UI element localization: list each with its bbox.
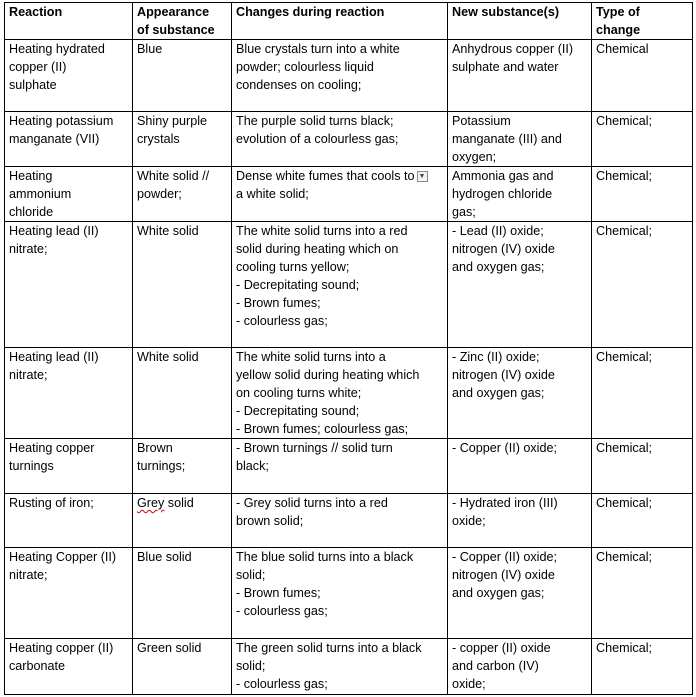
cell-reaction[interactable]: Heating copper (II) carbonate <box>5 639 133 695</box>
header-changes: Changes during reaction <box>232 3 448 40</box>
cell-new-substances[interactable]: Ammonia gas and hydrogen chloride gas; <box>448 167 592 222</box>
cell-appearance[interactable]: White solid <box>133 222 232 348</box>
cell-changes[interactable]: The blue solid turns into a black solid; - Brown fumes; - colourless gas; <box>232 548 448 639</box>
cell-appearance[interactable]: Shiny purple crystals <box>133 112 232 167</box>
cell-changes[interactable]: The white solid turns into a red solid during heating which on cooling turns yellow; - Decrepitating sound; - Brown fumes; - colourless gas; <box>232 222 448 348</box>
table-row <box>5 40 693 112</box>
cell-reaction[interactable]: Heating ammonium chloride <box>5 167 133 222</box>
table-row <box>5 639 693 695</box>
cell-changes[interactable] <box>232 167 448 222</box>
header-type: Type of change <box>592 3 693 40</box>
table-row <box>5 348 693 439</box>
header-reaction: Reaction <box>5 3 133 40</box>
cell-new-substances[interactable]: - copper (II) oxide and carbon (IV) oxide; <box>448 639 592 695</box>
cell-appearance[interactable]: Green solid <box>133 639 232 695</box>
cell-reaction[interactable]: Heating Copper (II) nitrate; <box>5 548 133 639</box>
table-row <box>5 548 693 639</box>
cell-appearance[interactable]: White solid <box>133 348 232 439</box>
cell-appearance[interactable]: Blue <box>133 40 232 112</box>
cell-appearance[interactable]: White solid // powder; <box>133 167 232 222</box>
cell-appearance[interactable]: Brown turnings; <box>133 439 232 494</box>
header-appearance: Appearance of substance <box>133 3 232 40</box>
table-row <box>5 167 693 222</box>
cell-type[interactable]: Chemical; <box>592 348 693 439</box>
table-row <box>5 494 693 548</box>
dropdown-arrow-icon[interactable]: ▼ <box>417 171 428 182</box>
cell-appearance[interactable]: Grey solid <box>133 494 232 548</box>
table-row <box>5 112 693 167</box>
cell-reaction[interactable]: Heating lead (II) nitrate; <box>5 222 133 348</box>
cell-reaction[interactable]: Heating copper turnings <box>5 439 133 494</box>
cell-type[interactable]: Chemical; <box>592 439 693 494</box>
changes-line-2: a white solid; <box>236 187 309 201</box>
header-row <box>5 3 693 40</box>
cell-new-substances[interactable]: Potassium manganate (III) and oxygen; <box>448 112 592 167</box>
cell-changes[interactable]: - Brown turnings // solid turn black; <box>232 439 448 494</box>
spellcheck-word: Grey <box>137 496 165 510</box>
cell-new-substances[interactable]: - Hydrated iron (III) oxide; <box>448 494 592 548</box>
table-row <box>5 439 693 494</box>
cell-type[interactable]: Chemical; <box>592 112 693 167</box>
cell-changes[interactable]: The purple solid turns black; evolution of a colourless gas; <box>232 112 448 167</box>
cell-type[interactable]: Chemical; <box>592 222 693 348</box>
cell-new-substances[interactable]: - Copper (II) oxide; nitrogen (IV) oxide and oxygen gas; <box>448 548 592 639</box>
cell-new-substances[interactable]: Anhydrous copper (II) sulphate and water <box>448 40 592 112</box>
cell-type[interactable]: Chemical; <box>592 548 693 639</box>
cell-new-substances[interactable]: - Zinc (II) oxide; nitrogen (IV) oxide and oxygen gas; <box>448 348 592 439</box>
cell-reaction[interactable]: Heating lead (II) nitrate; <box>5 348 133 439</box>
cell-type[interactable]: Chemical; <box>592 167 693 222</box>
cell-type[interactable]: Chemical <box>592 40 693 112</box>
cell-appearance[interactable]: Blue solid <box>133 548 232 639</box>
cell-reaction[interactable]: Rusting of iron; <box>5 494 133 548</box>
cell-changes[interactable]: The white solid turns into a yellow solid during heating which on cooling turns white; - Decrepitating sound; - Brown fumes; colourless gas; <box>232 348 448 439</box>
reactions-table <box>4 2 693 695</box>
cell-changes[interactable]: - Grey solid turns into a red brown solid; <box>232 494 448 548</box>
cell-new-substances[interactable]: - Copper (II) oxide; <box>448 439 592 494</box>
cell-changes[interactable]: The green solid turns into a black solid; - colourless gas; <box>232 639 448 695</box>
cell-type[interactable]: Chemical; <box>592 494 693 548</box>
cell-reaction[interactable]: Heating hydrated copper (II) sulphate <box>5 40 133 112</box>
header-new-substances: New substance(s) <box>448 3 592 40</box>
cell-changes[interactable]: Blue crystals turn into a white powder; colourless liquid condenses on cooling; <box>232 40 448 112</box>
changes-line-1: Dense white fumes that cools to <box>236 169 415 183</box>
cell-type[interactable]: Chemical; <box>592 639 693 695</box>
table-row <box>5 222 693 348</box>
cell-new-substances[interactable]: - Lead (II) oxide; nitrogen (IV) oxide and oxygen gas; <box>448 222 592 348</box>
cell-reaction[interactable]: Heating potassium manganate (VII) <box>5 112 133 167</box>
